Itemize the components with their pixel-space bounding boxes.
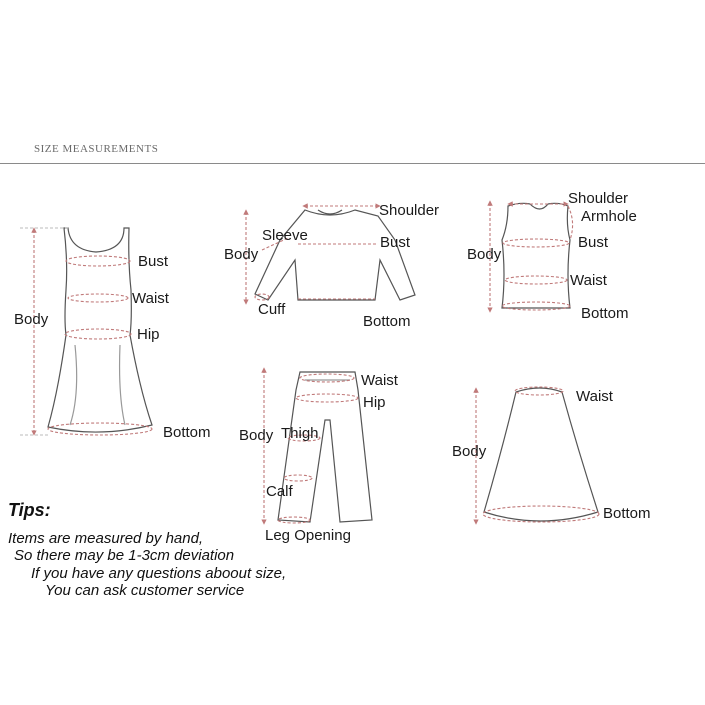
tank-bust-label: Bust [578,234,609,251]
tip-line: You can ask customer service [45,582,245,599]
shirt-body-label: Body [224,246,259,263]
tank-armhole-label: Armhole [581,208,637,225]
shirt-icon [255,210,415,300]
tank-body-label: Body [467,246,502,263]
pants-thigh-label: Thigh [281,425,319,442]
tip-line: Items are measured by hand, [8,530,204,547]
tank-bottom-label: Bottom [581,305,629,322]
tip-line: So there may be 1-3cm deviation [14,547,235,564]
tank-waist-label: Waist [570,272,607,289]
tank-icon [502,203,570,308]
tips-title: Tips: [8,500,51,520]
dress-hip-label: Hip [137,326,160,343]
dress-bust-label: Bust [138,253,169,270]
pants-body-label: Body [239,427,274,444]
skirt-icon [484,388,598,521]
pants-calf-label: Calf [266,483,293,500]
tank-shoulder-label: Shoulder [568,190,629,207]
shirt-shoulder-label: Shoulder [379,202,440,219]
pants-hip-label: Hip [363,394,386,411]
dress-bottom-label: Bottom [163,424,211,441]
tip-line: If you have any questions aboout size, [31,565,287,582]
shirt-cuff-label: Cuff [258,301,286,318]
skirt-body-label: Body [452,443,487,460]
section-header: SIZE MEASUREMENTS [34,143,159,155]
shirt-bottom-label: Bottom [363,313,411,330]
dress-body-label: Body [14,311,49,328]
shirt-bust-label: Bust [380,234,411,251]
shirt-sleeve-label: Sleeve [262,227,308,244]
skirt-bottom-label: Bottom [603,505,651,522]
pants-waist-label: Waist [361,372,398,389]
skirt-waist-label: Waist [576,388,613,405]
dress-waist-label: Waist [132,290,169,307]
pants-leg-opening-label: Leg Opening [265,527,351,544]
